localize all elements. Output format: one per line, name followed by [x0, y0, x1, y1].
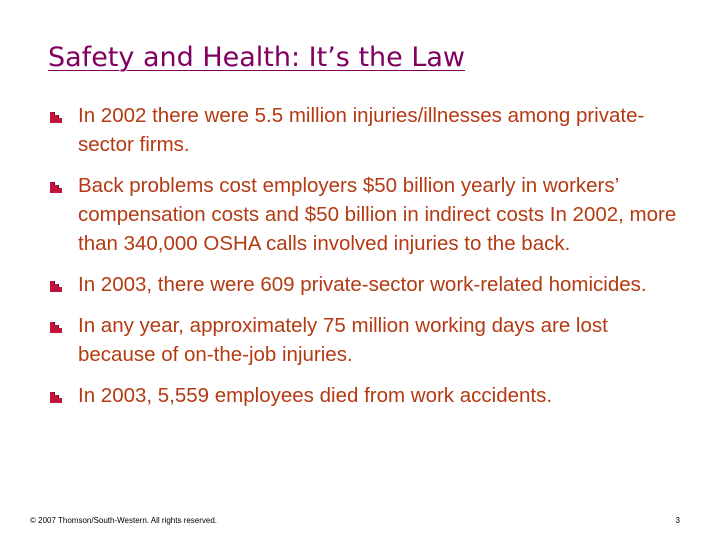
bullet-item — [48, 171, 688, 258]
bullet-list — [48, 101, 688, 422]
bullet-item — [48, 101, 688, 159]
page-number: 3 — [675, 516, 680, 525]
bullet-text: In any year, approximately 75 million working days are lost because of on-the-job injuries. — [78, 314, 608, 366]
bullet-icon — [50, 280, 62, 292]
bullet-text: Back problems cost employers $50 billion yearly in workers’ compensation costs and $50 billion in indirect costs In 2002, more than 340,000 OSHA calls involved injuries to the back. — [78, 174, 677, 255]
copyright-notice: © 2007 Thomson/South-Western. All rights reserved. — [30, 516, 218, 525]
bullet-text: In 2003, there were 609 private-sector work-related homicides. — [78, 273, 647, 296]
bullet-icon — [50, 321, 62, 333]
bullet-icon — [50, 391, 62, 403]
bullet-item — [48, 381, 688, 410]
bullet-item — [48, 270, 688, 299]
bullet-text: In 2003, 5,559 employees died from work accidents. — [78, 384, 553, 407]
bullet-item — [48, 311, 688, 369]
bullet-text: In 2002 there were 5.5 million injuries/illnesses among private-sector firms. — [78, 104, 645, 156]
bullet-icon — [50, 181, 62, 193]
bullet-icon — [50, 111, 62, 123]
slide-title: Safety and Health: It’s the Law — [48, 42, 466, 73]
